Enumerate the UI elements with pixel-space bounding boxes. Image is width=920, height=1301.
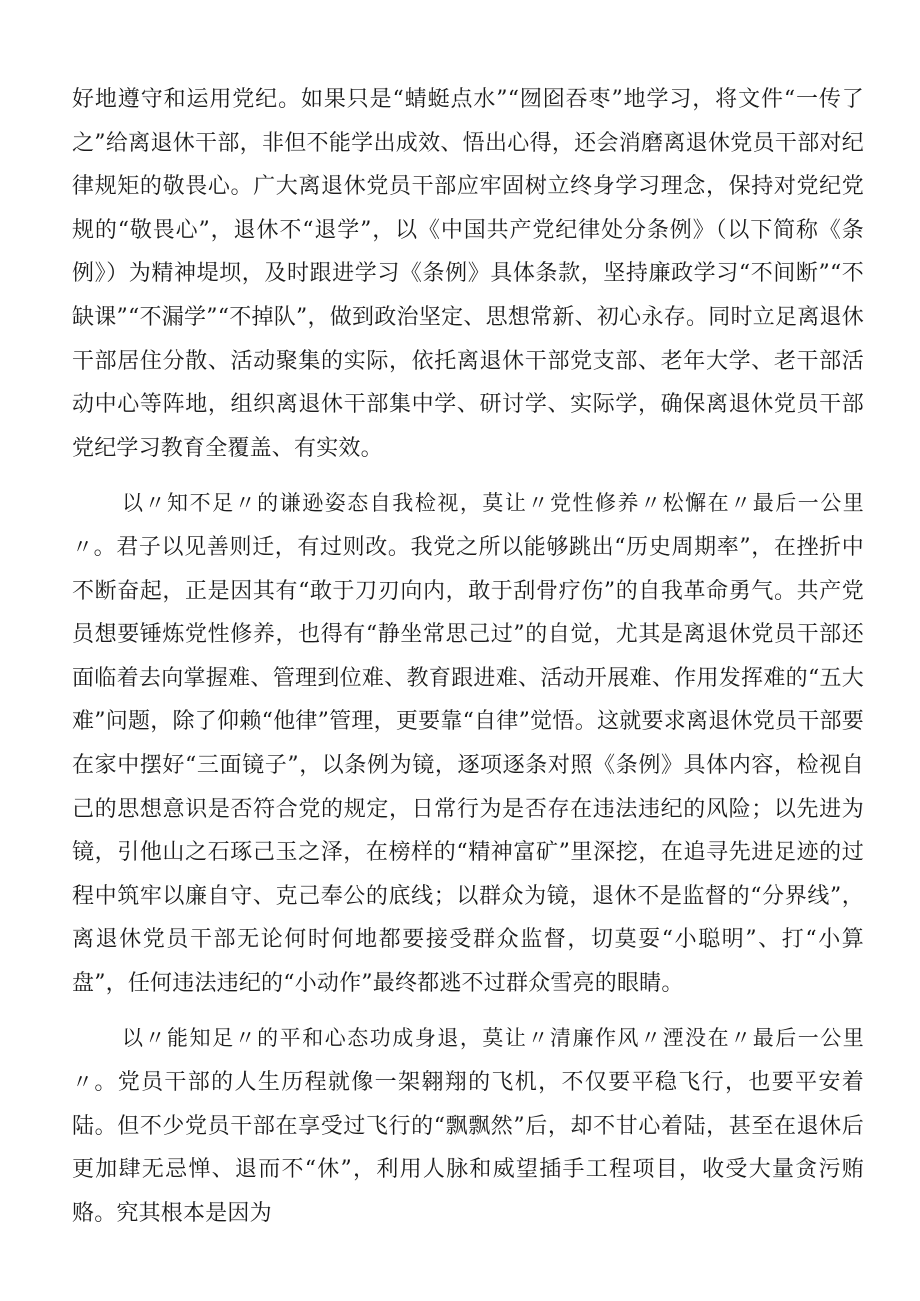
paragraph-2-heading: 以〃知不足〃的谦逊姿态自我检视，莫让〃党性修养〃松懈在〃最后一公里〃 [72,491,864,559]
paragraph-1-text: 好地遵守和运用党纪。如果只是“蜻蜓点水”“囫囵吞枣”地学习，将文件“一传了之”给离退休干部，非但不能学出成效、悟出心得，还会消磨离退休党员干部对纪律规矩的敬畏心。广大离退休党员干部应牢固树立终身学习理念，保持对党纪党规的“敬畏心”，退休不“退学”，以《中国共产党纪律处分条例》（以下简称《条例》）为精神堤坝，及时跟进学习《条例》具体条款，坚持廉政学习“不间断”“不缺课”“不漏学”“不掉队”，做到政治坚定、思想常新、初心永存。同时立足离退休干部居住分散、活动聚集的实际，依托离退休干部党支部、老年大学、老干部活动中心等阵地，组织离退休干部集中学、研讨学、实际学，确保离退休党员干部党纪学习教育全覆盖、有实效。 [72,87,864,461]
paragraph-3-text: 。党员干部的人生历程就像一架翱翔的飞机，不仅要平稳飞行，也要平安着陆。但不少党员干部在享受过飞行的“飘飘然”后，却不甘心着陆，甚至在退休后更加肆无忌惮、退而不“休”，利用人脉和威望插手工程项目，收受大量贪污贿赂。究其根本是因为 [72,1070,864,1226]
paragraph-1 [72,78,864,470]
paragraph-3-heading: 以〃能知足〃的平和心态功成身退，莫让〃清廉作风〃湮没在〃最后一公里〃 [72,1026,864,1095]
paragraph-3 [72,1017,864,1235]
document-body [72,78,864,1235]
paragraph-2-text: 。君子以见善则迁，有过则改。我党之所以能够跳出“历史周期率”，在挫折中不断奋起，正是因其有“敢于刀刃向内，敢于刮骨疗伤”的自我革命勇气。共产党员想要锤炼党性修养，也得有“静坐常思己过”的自觉，尤其是离退休党员干部还面临着去向掌握难、管理到位难、教育跟进难、活动开展难、作用发挥难的“五大难”问题，除了仰赖“他律”管理，更要靠“自律”觉悟。这就要求离退休党员干部要在家中摆好“三面镜子”，以条例为镜，逐项逐条对照《条例》具体内容，检视自己的思想意识是否符合党的规定，日常行为是否存在违法违纪的风险；以先进为镜，引他山之石琢己玉之泽，在榜样的“精神富矿”里深挖，在追寻先进足迹的过程中筑牢以廉自守、克己奉公的底线；以群众为镜，退休不是监督的“分界线”，离退休党员干部无论何时何地都要接受群众监督，切莫耍“小聪明”、打“小算盘”，任何违法违纪的“小动作”最终都逃不过群众雪亮的眼睛。 [72,534,864,996]
paragraph-2 [72,482,864,1005]
